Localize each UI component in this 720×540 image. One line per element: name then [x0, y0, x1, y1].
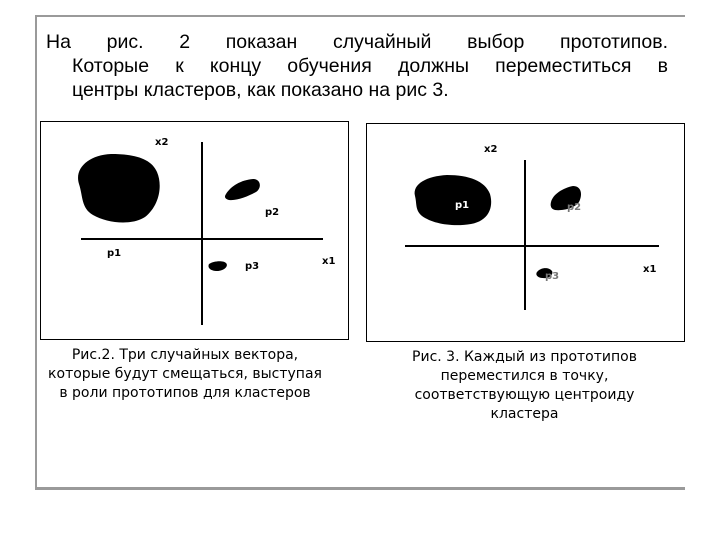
intro-line-2: Которые к концу обучения должны переместиться в: [72, 55, 668, 77]
p1-label: p1: [455, 200, 470, 211]
cluster-3-blob: [208, 261, 226, 271]
figure-2-caption-line: которые будут смещаться, выступая: [48, 366, 322, 382]
figure-3-caption-line: кластера: [490, 406, 559, 422]
figure-2-caption-line: в роли прототипов для кластеров: [59, 385, 311, 401]
x2-label: x2: [155, 137, 169, 148]
x1-label: x1: [643, 264, 657, 275]
cluster-1-blob: [415, 175, 492, 225]
figure-3-caption-line: Рис. 3. Каждый из прототипов: [412, 349, 637, 365]
figure-2-caption-line: Рис.2. Три случайных вектора,: [71, 347, 299, 363]
p1-label: p1: [107, 248, 122, 259]
figure-2-plot: [41, 122, 348, 339]
figure-3-caption: [372, 348, 677, 424]
cluster-2-blob: [225, 179, 260, 200]
p2-label: p2: [265, 207, 280, 218]
left-rule: [35, 15, 37, 490]
p2-label: p2: [567, 202, 582, 213]
p3-label: p3: [545, 271, 560, 282]
figure-3-caption-line: переместился в точку,: [440, 368, 609, 384]
x2-label: x2: [484, 144, 498, 155]
figure-3: [366, 123, 685, 342]
intro-line-3: центры кластеров, как показано на рис 3.: [72, 79, 449, 101]
intro-paragraph: [46, 30, 668, 102]
figure-3-plot: [367, 124, 684, 341]
p3-label: p3: [245, 261, 260, 272]
figure-2: [40, 121, 349, 340]
figure-3-caption-line: соответствующую центроиду: [414, 387, 635, 403]
x1-label: x1: [322, 256, 336, 267]
top-rule: [35, 15, 685, 17]
figure-2-caption: [25, 346, 345, 403]
intro-line-1: На рис. 2 показан случайный выбор прототипов.: [46, 31, 668, 53]
bottom-rule: [35, 487, 685, 490]
cluster-1-blob: [78, 154, 160, 223]
